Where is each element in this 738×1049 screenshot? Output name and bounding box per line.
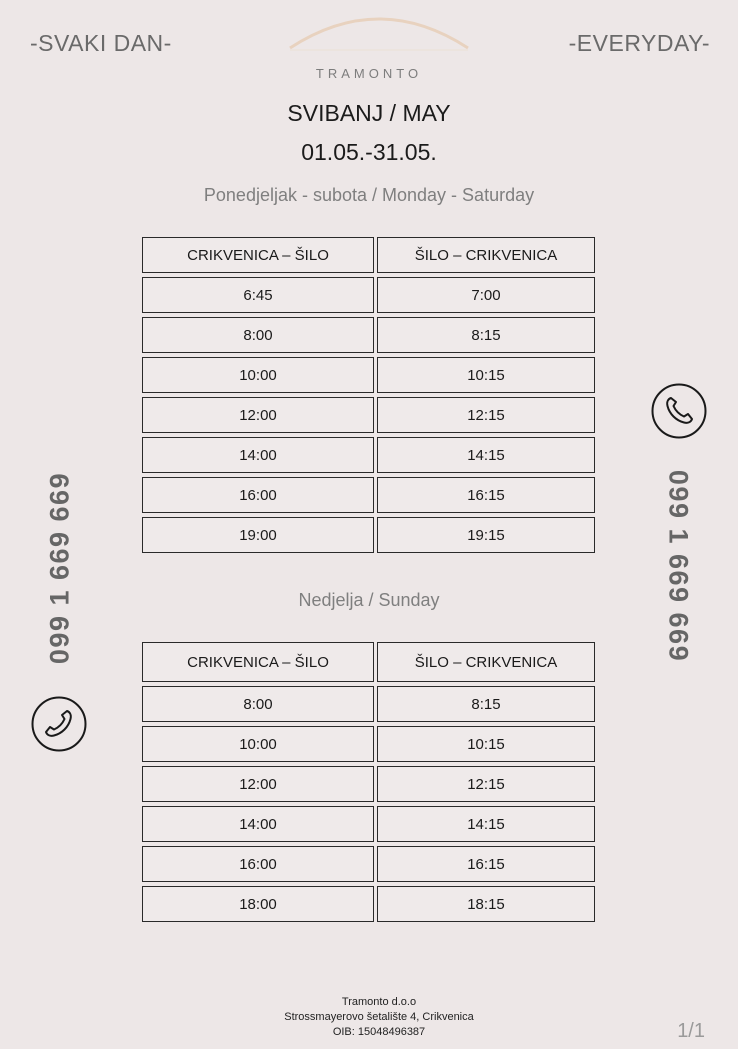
departure-time: 10:00	[142, 726, 374, 762]
table-row	[142, 726, 595, 762]
departure-time: 14:00	[142, 437, 374, 473]
footer-company: Tramonto d.o.o	[341, 996, 417, 1008]
phone-icon[interactable]	[31, 696, 87, 752]
table-header-row	[142, 237, 595, 273]
phone-icon[interactable]	[651, 383, 707, 439]
return-time: 14:15	[377, 437, 595, 473]
return-time: 18:15	[377, 886, 595, 922]
table-header-row	[142, 642, 595, 682]
departure-time: 12:00	[142, 766, 374, 802]
column-header-silo-crikvenica: ŠILO – CRIKVENICA	[377, 237, 595, 273]
table-row	[142, 686, 595, 722]
table-row	[142, 517, 595, 553]
return-time: 14:15	[377, 806, 595, 842]
logo-arc-icon	[288, 4, 470, 52]
return-time: 16:15	[377, 846, 595, 882]
departure-time: 18:00	[142, 886, 374, 922]
weekday-timetable	[142, 237, 595, 557]
return-time: 8:15	[377, 317, 595, 353]
table-row	[142, 277, 595, 313]
column-header-crikvenica-silo: CRIKVENICA – ŠILO	[142, 642, 374, 682]
departure-time: 14:00	[142, 806, 374, 842]
return-time: 19:15	[377, 517, 595, 553]
return-time: 8:15	[377, 686, 595, 722]
column-header-silo-crikvenica: ŠILO – CRIKVENICA	[377, 642, 595, 682]
table-row	[142, 357, 595, 393]
brand-name: TRAMONTO	[315, 66, 423, 81]
table-row	[142, 846, 595, 882]
right-tagline: -EVERYDAY-	[568, 30, 710, 56]
departure-time: 16:00	[142, 477, 374, 513]
departure-time: 10:00	[142, 357, 374, 393]
table-row	[142, 317, 595, 353]
table-row	[142, 806, 595, 842]
page-number: 1/1	[677, 1020, 705, 1042]
departure-time: 6:45	[142, 277, 374, 313]
table-row	[142, 766, 595, 802]
left-tagline: -SVAKI DAN-	[30, 30, 172, 56]
return-time: 12:15	[377, 397, 595, 433]
return-time: 12:15	[377, 766, 595, 802]
departure-time: 8:00	[142, 317, 374, 353]
return-time: 10:15	[377, 726, 595, 762]
departure-time: 19:00	[142, 517, 374, 553]
return-time: 16:15	[377, 477, 595, 513]
footer-address: Strossmayerovo šetalište 4, Crikvenica	[284, 1011, 474, 1023]
table-row	[142, 477, 595, 513]
phone-number-right[interactable]: 099 1 669 669	[663, 469, 694, 663]
sunday-heading: Nedjelja / Sunday	[298, 590, 440, 610]
return-time: 10:15	[377, 357, 595, 393]
departure-time: 16:00	[142, 846, 374, 882]
footer-oib: OIB: 15048496387	[332, 1026, 426, 1038]
footer	[0, 995, 738, 1040]
table-row	[142, 886, 595, 922]
sunday-timetable	[142, 642, 595, 926]
weekday-heading: Ponedjeljak - subota / Monday - Saturday	[203, 185, 535, 205]
departure-time: 12:00	[142, 397, 374, 433]
phone-number-left[interactable]: 099 1 669 669	[44, 471, 75, 665]
table-row	[142, 437, 595, 473]
date-range: 01.05.-31.05.	[301, 139, 437, 165]
column-header-crikvenica-silo: CRIKVENICA – ŠILO	[142, 237, 374, 273]
departure-time: 8:00	[142, 686, 374, 722]
month-title: SVIBANJ / MAY	[287, 100, 451, 126]
table-row	[142, 397, 595, 433]
return-time: 7:00	[377, 277, 595, 313]
